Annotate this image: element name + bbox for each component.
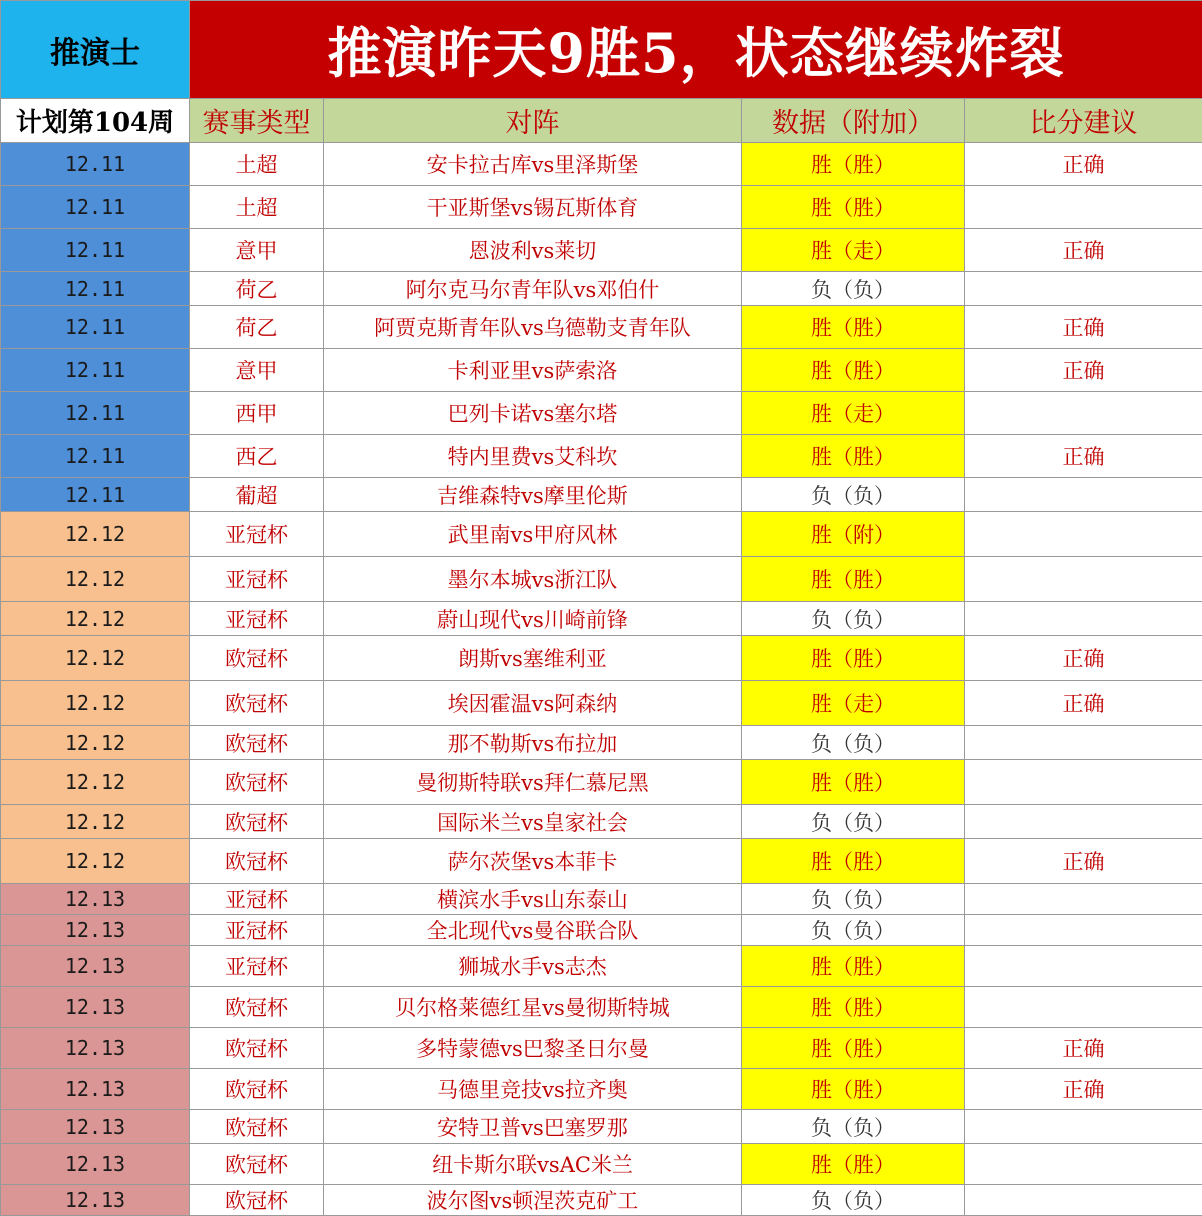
suggestion-cell	[965, 760, 1202, 805]
match-cell: 干亚斯堡vs锡瓦斯体育	[324, 186, 742, 229]
brand-label: 推演士	[1, 1, 190, 99]
table-row	[1, 915, 1202, 946]
data-cell: 负（负）	[742, 1185, 965, 1216]
type-cell: 土超	[190, 143, 324, 186]
match-cell: 全北现代vs曼谷联合队	[324, 915, 742, 946]
table-row	[1, 839, 1202, 884]
type-cell: 欧冠杯	[190, 760, 324, 805]
suggestion-cell: 正确	[965, 306, 1202, 349]
table-row	[1, 557, 1202, 602]
match-cell: 狮城水手vs志杰	[324, 946, 742, 987]
date-cell: 12.11	[1, 186, 190, 229]
table-row	[1, 681, 1202, 726]
type-cell: 西甲	[190, 392, 324, 435]
type-cell: 土超	[190, 186, 324, 229]
suggestion-cell: 正确	[965, 229, 1202, 272]
type-cell: 欧冠杯	[190, 1110, 324, 1144]
suggestion-cell: 正确	[965, 636, 1202, 681]
suggestion-cell	[965, 478, 1202, 512]
match-cell: 安特卫普vs巴塞罗那	[324, 1110, 742, 1144]
suggestion-cell	[965, 805, 1202, 839]
data-cell: 胜（走）	[742, 392, 965, 435]
table-row	[1, 602, 1202, 636]
suggestion-cell	[965, 987, 1202, 1028]
date-cell: 12.13	[1, 1185, 190, 1216]
suggestion-cell	[965, 726, 1202, 760]
data-cell: 胜（胜）	[742, 1144, 965, 1185]
match-cell: 朗斯vs塞维利亚	[324, 636, 742, 681]
date-cell: 12.12	[1, 512, 190, 557]
type-cell: 欧冠杯	[190, 987, 324, 1028]
date-cell: 12.11	[1, 349, 190, 392]
suggestion-cell	[965, 1144, 1202, 1185]
data-cell: 负（负）	[742, 884, 965, 915]
type-cell: 欧冠杯	[190, 681, 324, 726]
table-row	[1, 349, 1202, 392]
data-cell: 负（负）	[742, 726, 965, 760]
data-cell: 胜（胜）	[742, 349, 965, 392]
date-cell: 12.11	[1, 435, 190, 478]
suggestion-cell: 正确	[965, 349, 1202, 392]
match-cell: 曼彻斯特联vs拜仁慕尼黑	[324, 760, 742, 805]
data-cell: 胜（胜）	[742, 839, 965, 884]
match-cell: 那不勒斯vs布拉加	[324, 726, 742, 760]
type-cell: 意甲	[190, 349, 324, 392]
match-cell: 恩波利vs莱切	[324, 229, 742, 272]
table-row	[1, 1185, 1202, 1216]
date-cell: 12.12	[1, 726, 190, 760]
type-cell: 亚冠杯	[190, 915, 324, 946]
match-cell: 阿尔克马尔青年队vs邓伯什	[324, 272, 742, 306]
type-cell: 亚冠杯	[190, 557, 324, 602]
data-cell: 胜（胜）	[742, 143, 965, 186]
match-cell: 巴列卡诺vs塞尔塔	[324, 392, 742, 435]
type-cell: 西乙	[190, 435, 324, 478]
match-cell: 纽卡斯尔联vsAC米兰	[324, 1144, 742, 1185]
table-row	[1, 1110, 1202, 1144]
suggestion-cell	[965, 884, 1202, 915]
header-row	[1, 99, 1202, 143]
match-cell: 萨尔茨堡vs本菲卡	[324, 839, 742, 884]
date-cell: 12.13	[1, 915, 190, 946]
type-cell: 葡超	[190, 478, 324, 512]
match-cell: 墨尔本城vs浙江队	[324, 557, 742, 602]
table-row	[1, 884, 1202, 915]
date-cell: 12.11	[1, 143, 190, 186]
date-cell: 12.11	[1, 306, 190, 349]
suggestion-cell: 正确	[965, 839, 1202, 884]
date-cell: 12.12	[1, 557, 190, 602]
date-cell: 12.11	[1, 392, 190, 435]
match-cell: 安卡拉古库vs里泽斯堡	[324, 143, 742, 186]
date-cell: 12.13	[1, 1069, 190, 1110]
match-cell: 阿贾克斯青年队vs乌德勒支青年队	[324, 306, 742, 349]
date-cell: 12.13	[1, 1110, 190, 1144]
table-row	[1, 143, 1202, 186]
table-row	[1, 805, 1202, 839]
suggestion-cell: 正确	[965, 143, 1202, 186]
type-cell: 荷乙	[190, 272, 324, 306]
table-row	[1, 987, 1202, 1028]
suggestion-cell	[965, 1185, 1202, 1216]
data-cell: 负（负）	[742, 602, 965, 636]
match-cell: 埃因霍温vs阿森纳	[324, 681, 742, 726]
match-cell: 多特蒙德vs巴黎圣日尔曼	[324, 1028, 742, 1069]
date-cell: 12.11	[1, 229, 190, 272]
type-cell: 亚冠杯	[190, 512, 324, 557]
table-row	[1, 1144, 1202, 1185]
date-cell: 12.12	[1, 805, 190, 839]
date-cell: 12.13	[1, 987, 190, 1028]
table-row	[1, 272, 1202, 306]
match-cell: 武里南vs甲府风林	[324, 512, 742, 557]
table-row	[1, 435, 1202, 478]
date-cell: 12.13	[1, 884, 190, 915]
table-row	[1, 726, 1202, 760]
type-cell: 亚冠杯	[190, 884, 324, 915]
table-row	[1, 1028, 1202, 1069]
data-cell: 胜（胜）	[742, 760, 965, 805]
date-cell: 12.12	[1, 636, 190, 681]
table-row	[1, 306, 1202, 349]
match-cell: 国际米兰vs皇家社会	[324, 805, 742, 839]
type-cell: 亚冠杯	[190, 946, 324, 987]
type-cell: 欧冠杯	[190, 1069, 324, 1110]
suggestion-cell	[965, 1110, 1202, 1144]
table-row	[1, 478, 1202, 512]
suggestion-cell	[965, 512, 1202, 557]
suggestion-cell: 正确	[965, 681, 1202, 726]
table-row	[1, 636, 1202, 681]
suggestion-cell	[965, 946, 1202, 987]
match-cell: 波尔图vs顿涅茨克矿工	[324, 1185, 742, 1216]
match-cell: 特内里费vs艾科坎	[324, 435, 742, 478]
type-cell: 欧冠杯	[190, 1028, 324, 1069]
data-cell: 胜（胜）	[742, 557, 965, 602]
suggestion-cell	[965, 915, 1202, 946]
type-cell: 欧冠杯	[190, 1144, 324, 1185]
page-title: 推演昨天9胜5，状态继续炸裂	[190, 1, 1202, 99]
data-cell: 胜（胜）	[742, 306, 965, 349]
data-cell: 胜（走）	[742, 229, 965, 272]
type-cell: 意甲	[190, 229, 324, 272]
data-cell: 胜（走）	[742, 681, 965, 726]
data-cell: 负（负）	[742, 805, 965, 839]
suggestion-cell: 正确	[965, 435, 1202, 478]
suggestion-cell	[965, 557, 1202, 602]
suggestion-cell	[965, 602, 1202, 636]
match-header: 对阵	[324, 99, 742, 143]
date-cell: 12.12	[1, 602, 190, 636]
date-cell: 12.12	[1, 681, 190, 726]
data-cell: 负（负）	[742, 1110, 965, 1144]
week-header: 计划第104周	[1, 99, 190, 143]
data-cell: 负（负）	[742, 478, 965, 512]
data-cell: 胜（胜）	[742, 1069, 965, 1110]
table-row	[1, 392, 1202, 435]
table-row	[1, 1069, 1202, 1110]
type-cell: 亚冠杯	[190, 602, 324, 636]
table-row	[1, 229, 1202, 272]
table-row	[1, 760, 1202, 805]
banner-row	[1, 1, 1202, 99]
match-cell: 贝尔格莱德红星vs曼彻斯特城	[324, 987, 742, 1028]
type-cell: 欧冠杯	[190, 805, 324, 839]
type-cell: 欧冠杯	[190, 839, 324, 884]
type-cell: 欧冠杯	[190, 726, 324, 760]
data-cell: 胜（胜）	[742, 435, 965, 478]
match-cell: 蔚山现代vs川崎前锋	[324, 602, 742, 636]
table-row	[1, 186, 1202, 229]
data-cell: 负（负）	[742, 915, 965, 946]
suggestion-cell	[965, 392, 1202, 435]
table-row	[1, 946, 1202, 987]
date-cell: 12.12	[1, 839, 190, 884]
suggestion-cell: 正确	[965, 1069, 1202, 1110]
date-cell: 12.13	[1, 1028, 190, 1069]
type-cell: 荷乙	[190, 306, 324, 349]
data-cell: 胜（胜）	[742, 1028, 965, 1069]
data-cell: 胜（胜）	[742, 987, 965, 1028]
match-cell: 横滨水手vs山东泰山	[324, 884, 742, 915]
suggestion-header: 比分建议	[965, 99, 1202, 143]
date-cell: 12.11	[1, 478, 190, 512]
date-cell: 12.11	[1, 272, 190, 306]
type-header: 赛事类型	[190, 99, 324, 143]
suggestion-cell: 正确	[965, 1028, 1202, 1069]
type-cell: 欧冠杯	[190, 636, 324, 681]
data-cell: 胜（胜）	[742, 636, 965, 681]
date-cell: 12.13	[1, 1144, 190, 1185]
data-header: 数据（附加）	[742, 99, 965, 143]
data-cell: 胜（附）	[742, 512, 965, 557]
date-cell: 12.13	[1, 946, 190, 987]
date-cell: 12.12	[1, 760, 190, 805]
suggestion-cell	[965, 272, 1202, 306]
data-cell: 胜（胜）	[742, 186, 965, 229]
match-cell: 卡利亚里vs萨索洛	[324, 349, 742, 392]
type-cell: 欧冠杯	[190, 1185, 324, 1216]
table-row	[1, 512, 1202, 557]
data-cell: 负（负）	[742, 272, 965, 306]
suggestion-cell	[965, 186, 1202, 229]
match-cell: 吉维森特vs摩里伦斯	[324, 478, 742, 512]
match-cell: 马德里竞技vs拉齐奥	[324, 1069, 742, 1110]
data-cell: 胜（胜）	[742, 946, 965, 987]
